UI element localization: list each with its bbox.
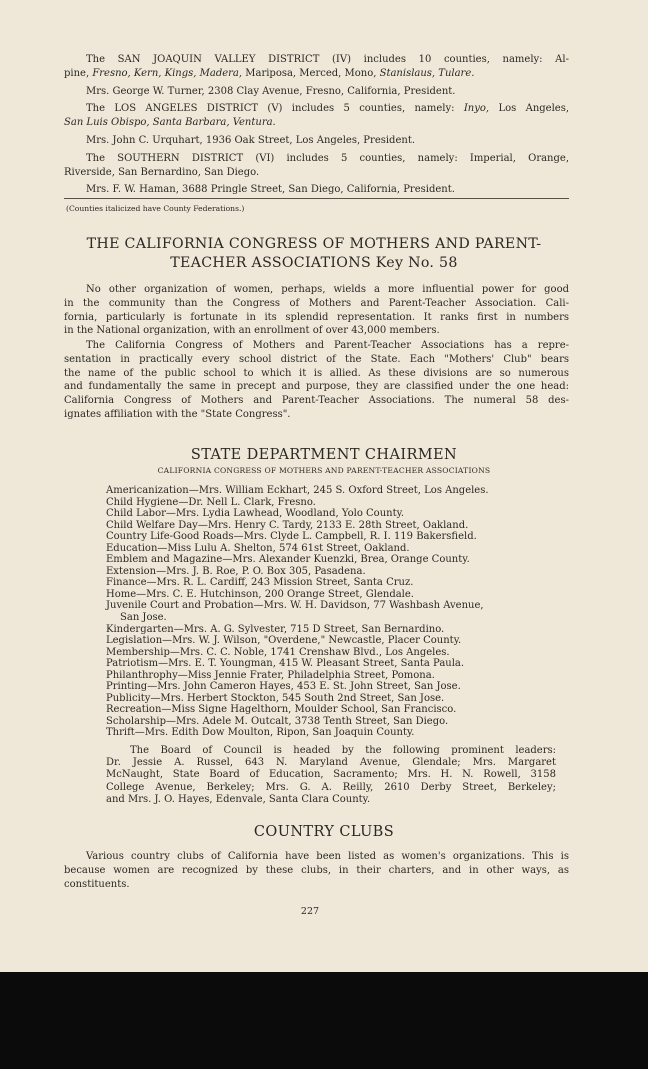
congress-p1-line: fornia, particularly is fortunate in its splendid representation. It ranks first in numbers: [64, 311, 569, 323]
chairman-entry-continuation: San Jose.: [120, 612, 167, 624]
congress-title-line-2: TEACHER ASSOCIATIONS Key No. 58: [170, 255, 458, 271]
chairman-entry: Kindergarten—Mrs. A. G. Sylvester, 715 D Street, San Bernardino.: [106, 623, 445, 635]
congress-title: [40, 235, 588, 273]
council-line: McNaught, State Board of Education, Sacramento; Mrs. H. N. Rowell, 3158: [106, 769, 556, 781]
chairman-entry: Country Life-Good Roads—Mrs. Clyde L. Campbell, R. I. 119 Bakersfield.: [106, 531, 477, 543]
chairmen-heading: STATE DEPARTMENT CHAIRMEN: [190, 447, 458, 463]
chairman-entry: Recreation—Miss Signe Hagelthorn, Moulder School, San Francisco.: [106, 704, 457, 716]
southern-line-2: Riverside, San Bernardino, San Diego.: [64, 166, 260, 178]
council-line: Dr. Jessie A. Russel, 643 N. Maryland Avenue, Glendale; Mrs. Margaret: [106, 757, 556, 769]
divider-rule: [64, 198, 569, 199]
chairmen-list: [106, 485, 531, 739]
council-line: and Mrs. J. O. Hayes, Edenvale, Santa Clara County.: [106, 793, 371, 805]
congress-paragraph-2: [64, 339, 569, 422]
chairman-entry: Juvenile Court and Probation—Mrs. W. H. Davidson, 77 Washbash Avenue,: [106, 600, 484, 612]
chairman-entry: Membership—Mrs. C. C. Noble, 1741 Crenshaw Blvd., Los Angeles.: [106, 646, 450, 658]
chairman-entry: Scholarship—Mrs. Adele M. Outcalt, 3738 Tenth Street, San Diego.: [106, 715, 449, 727]
los-angeles-line-2: San Luis Obispo, Santa Barbara, Ventura.: [64, 117, 276, 129]
congress-p1-line: in the National organization, with an enrollment of over 43,000 members.: [64, 325, 440, 337]
country-clubs-heading: COUNTRY CLUBS: [253, 824, 395, 840]
congress-p1-line: in the community than the Congress of Mothers and Parent-Teacher Association. Cali-: [64, 297, 569, 309]
southern-president: Mrs. F. W. Haman, 3688 Pringle Street, San Diego, California, President.: [86, 184, 455, 196]
district-listing: [64, 53, 569, 197]
chairman-entry: Extension—Mrs. J. B. Roe, P. O. Box 305, Pasadena.: [106, 565, 366, 577]
chairman-entry: Child Hygiene—Dr. Nell L. Clark, Fresno.: [106, 496, 316, 508]
country-line: Various country clubs of California have been listed as women's organizations. This is: [86, 851, 569, 862]
chairman-entry: Printing—Mrs. John Cameron Hayes, 453 E. St. John Street, San Jose.: [106, 681, 461, 693]
los-angeles-president: Mrs. John C. Urquhart, 1936 Oak Street, Los Angeles, President.: [86, 134, 416, 146]
chairman-entry: Child Welfare Day—Mrs. Henry C. Tardy, 2133 E. 28th Street, Oakland.: [106, 519, 469, 531]
council-line: College Avenue, Berkeley; Mrs. G. A. Reilly, 2610 Derby Street, Berkeley;: [106, 781, 556, 793]
congress-title-line-1: THE CALIFORNIA CONGRESS OF MOTHERS AND PARENT-: [86, 236, 542, 252]
congress-p1-line: No other organization of women, perhaps, wields a more influential power for good: [86, 284, 569, 295]
country-line: constituents.: [64, 878, 130, 890]
los-angeles-line-1: The LOS ANGELES DISTRICT (V) includes 5 counties, namely: Inyo, Los Angeles,: [86, 103, 570, 115]
council-line: The Board of Council is headed by the following prominent leaders:: [130, 745, 556, 756]
chairman-entry: Home—Mrs. C. E. Hutchinson, 200 Orange Street, Glendale.: [106, 588, 414, 600]
chairmen-subheading: CALIFORNIA CONGRESS OF MOTHERS AND PARENT-TEACHER ASSOCIATIONS: [157, 466, 491, 475]
congress-p2-line: sentation in practically every school district of the State. Each "Mothers' Club" bears: [64, 353, 569, 365]
chairman-entry: Publicity—Mrs. Herbert Stockton, 545 South 2nd Street, San Jose.: [106, 692, 445, 704]
congress-paragraph-1: [64, 283, 569, 338]
san-joaquin-line-1: The SAN JOAQUIN VALLEY DISTRICT (IV) includes 10 counties, namely: Al-: [86, 54, 569, 65]
chairman-entry: Emblem and Magazine—Mrs. Alexander Kuenzki, Brea, Orange County.: [106, 554, 470, 566]
country-line: because women are recognized by these clubs, in their charters, and in other ways, as: [64, 864, 569, 876]
chairman-entry: Finance—Mrs. R. L. Cardiff, 243 Mission Street, Santa Cruz.: [106, 577, 414, 589]
congress-p2-line: The California Congress of Mothers and Parent-Teacher Associations has a repre-: [86, 340, 569, 351]
page-number: 227: [300, 906, 320, 917]
chairman-entry: Legislation—Mrs. W. J. Wilson, "Overdene," Newcastle, Placer County.: [106, 635, 462, 647]
congress-p2-line: ignates affiliation with the "State Congress".: [64, 408, 291, 420]
congress-p2-line: the name of the public school to which it is allied. As these divisions are so numerous: [64, 367, 569, 379]
southern-line-1: The SOUTHERN DISTRICT (VI) includes 5 counties, namely: Imperial, Orange,: [86, 152, 569, 164]
chairman-entry: Americanization—Mrs. William Eckhart, 245 S. Oxford Street, Los Angeles.: [106, 485, 489, 496]
congress-p2-line: and fundamentally the same in precept and purpose, they are classified under the one head:: [64, 381, 569, 393]
chairman-entry: Education—Miss Lulu A. Shelton, 574 61st Street, Oakland.: [106, 542, 410, 554]
congress-p2-line: California Congress of Mothers and Parent-Teacher Associations. The numeral 58 des-: [64, 395, 569, 407]
chairman-entry: Thrift—Mrs. Edith Dow Moulton, Ripon, San Joaquin County.: [106, 727, 415, 739]
county-federation-note: (Counties italicized have County Federations.): [66, 204, 245, 213]
board-of-council-paragraph: [106, 745, 556, 806]
chairman-entry: Child Labor—Mrs. Lydia Lawhead, Woodland, Yolo County.: [106, 508, 405, 520]
san-joaquin-line-2: pine, Fresno, Kern, Kings, Madera, Mariposa, Merced, Mono, Stanislaus, Tulare.: [64, 67, 475, 79]
country-clubs-paragraph: [64, 850, 569, 891]
san-joaquin-president: Mrs. George W. Turner, 2308 Clay Avenue, Fresno, California, President.: [86, 85, 456, 97]
chairman-entry: Patriotism—Mrs. E. T. Youngman, 415 W. Pleasant Street, Santa Paula.: [106, 658, 465, 670]
chairman-entry: Philanthrophy—Miss Jennie Frater, Philadelphia Street, Pomona.: [106, 669, 435, 681]
